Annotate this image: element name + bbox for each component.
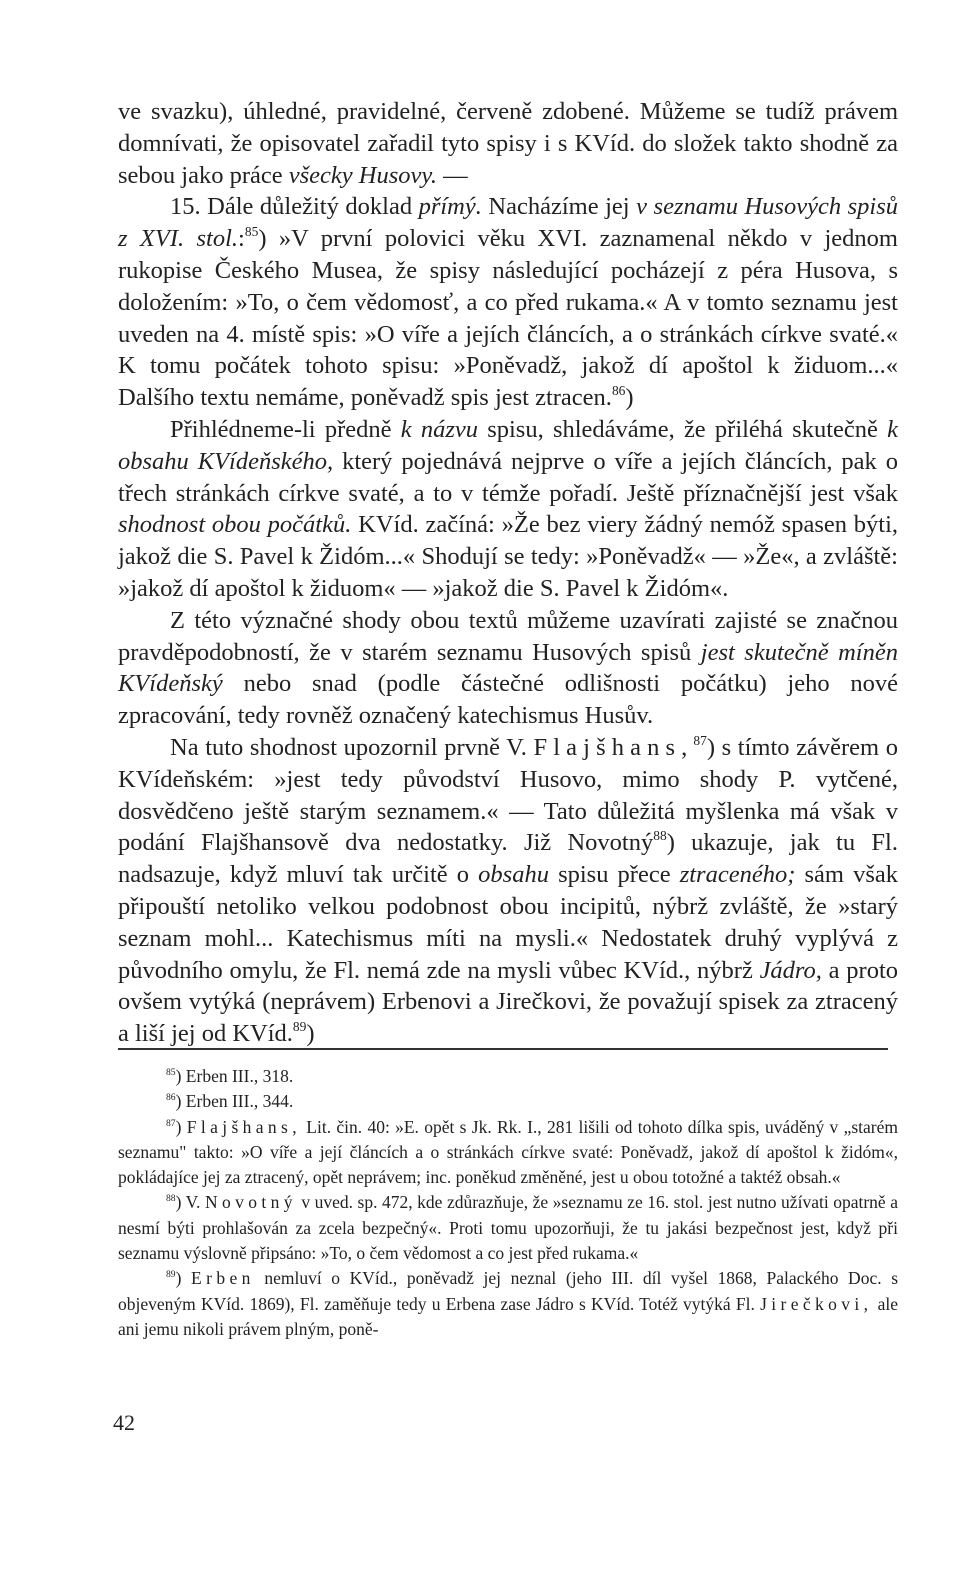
emphasis: přímý. <box>418 193 482 221</box>
emphasis: jest skutečně míněn KVídeňský <box>118 638 898 698</box>
emphasis: k názvu <box>400 415 478 443</box>
paragraph <box>118 732 898 1050</box>
text-run: nebo snad (podle částečné odlišnosti počátku) jeho nové zpracování, tedy rovněž označený katechismus Husův. <box>118 670 898 730</box>
footnote-text: ) V. <box>175 1192 205 1213</box>
footnote-text: ) <box>175 1268 192 1289</box>
text-run: ) <box>306 1020 315 1048</box>
footnote-ref[interactable]: 86 <box>611 383 626 399</box>
footnotes <box>118 1064 898 1342</box>
text-run: Přihlédneme-li předně <box>170 415 401 443</box>
paragraph <box>118 605 898 732</box>
paragraph <box>118 414 898 605</box>
paragraph <box>118 191 898 414</box>
footnote-text: ) Erben III., 318. <box>175 1066 294 1086</box>
emphasis: ztraceného; <box>679 861 796 889</box>
footnote-text: Lit. čin. 40: »E. opět s Jk. Rk. I., 281 lišili od tohoto dílka spis, uváděný v „starém seznamu" takto: »O víře a její článcích a o stránkách církve svaté: Poněvadž, jakož dí apoštol k židóm«, pokládajíce jej za ztracený, opět neprávem; inc. poněkud změněné, jest u obou totožné a taktéž obsah.« <box>118 1116 899 1188</box>
text-run: spisu, shledáváme, že přiléhá skutečně <box>477 415 888 443</box>
text-run: spisu přece <box>548 861 680 889</box>
text-run: ) »V první polovici věku XVI. zaznamenal někdo v jednom rukopise Českého Musea, že spisy následující pocházejí z péra Husova, s doložením: »To, o čem vědomosť, a co před rukama.« A v tomto seznamu jest uveden na 4. místě spis: »O víře a jejích článcích, a o stránkách církve svaté.« K tomu počátek tohoto spisu: »Poněvadž, jakož dí apoštol k židuom...« Dalšího textu nemáme, poněvadž spis jest ztracen. <box>118 225 898 412</box>
footnote-87 <box>118 1115 898 1191</box>
emphasis: Jádro, <box>759 956 822 984</box>
page-number: 42 <box>113 1410 135 1435</box>
text-run: a proto ovšem vytýká (neprávem) Erbenovi a Jirečkovi, že považují spisek za ztracený a liší jej od KVíd. <box>118 956 898 1048</box>
footnote-ref[interactable]: 85 <box>244 224 259 240</box>
emphasis: všecky Husovy. <box>288 161 438 189</box>
footnote-number: 86 <box>166 1092 176 1104</box>
footnote-ref[interactable]: 89 <box>292 1019 307 1035</box>
footnote-number: 87 <box>166 1117 176 1129</box>
emphasis: k obsahu KVídeňského, <box>118 415 898 475</box>
footnote-text: ) <box>175 1116 187 1137</box>
text-run: ) ukazuje, jak tu Fl. nadsazuje, když mluví tak určitě o <box>118 829 898 889</box>
emphasis: v seznamu Husových spisů z XVI. stol. <box>118 193 898 253</box>
text-run: KVíd. začíná: »Že bez viery žádný nemóž spasen býti, jakož die S. Pavel k Židóm...« Shodují se tedy: »Poněvadž« — »Že«, a zvláště: »jakož dí apoštol k židuom« — »jakož die S. Pavel k Židóm«. <box>118 511 899 602</box>
footnote-number: 85 <box>166 1066 176 1078</box>
footnote-88 <box>118 1190 898 1266</box>
author-name: Erben <box>191 1268 255 1289</box>
text-run: — <box>437 161 468 189</box>
footnote-text: ale ani jemu nikoli právem plným, poně- <box>118 1293 898 1339</box>
text-run: 15. Dále důležitý doklad <box>170 193 419 221</box>
main-text <box>118 96 898 1050</box>
text-run: sám však připouští netoliko velkou podobnost obou incipitů, nýbrž zvláště, že »starý seznam mohl... Katechismus míti na mysli.« Nedostatek druhý vyplývá z původního omylu, že Fl. nemá zde na mysli vůbec KVíd., nýbrž <box>118 861 898 984</box>
text-run: Nacházíme jej <box>481 193 637 221</box>
text-run: : <box>238 225 245 253</box>
paragraph <box>118 96 898 191</box>
footnote-text: nemluví o KVíd., poněvadž jej neznal (jeho III. díl vyšel 1868, Palackého Doc. s objeveným KVíd. 1869), Fl. zaměňuje tedy u Erbena zase Jádro s KVíd. Totéž vytýká Fl. <box>118 1268 898 1314</box>
emphasis: shodnost obou počátků. <box>118 511 352 539</box>
author-name: Flajšhans, <box>533 733 694 761</box>
text-run: Na tuto shodnost upozornil prvně V. <box>170 733 534 761</box>
footnote-text: ) Erben III., 344. <box>175 1091 294 1112</box>
footnote-divider <box>118 1048 888 1050</box>
emphasis: obsahu <box>478 861 549 889</box>
footnote-85 <box>118 1064 898 1089</box>
footnote-89 <box>118 1266 898 1342</box>
text-run: ) <box>625 384 634 412</box>
footnote-number: 88 <box>166 1193 176 1205</box>
footnote-ref[interactable]: 88 <box>653 828 667 844</box>
text-run: Z této význačné shody obou textů můžeme uzavírati zajisté se značnou pravděpodobností, že v starém seznamu Husových spisů <box>118 606 898 666</box>
text-run: ve svazku), úhledné, pravidelné, červeně zdobené. Můžeme se tudíž právem domnívati, že opisovatel zařadil tyto spisy i s KVíd. do složek takto shodně za sebou jako práce <box>118 98 898 189</box>
author-name: Novotný <box>204 1192 297 1213</box>
footnote-number: 89 <box>166 1269 176 1281</box>
footnote-text: v uved. sp. 472, kde zdůrazňuje, že »seznamu ze 16. stol. jest nutno užívati opatrně a nesmí býti prohlašován za zcela bezpečný«. Proti tomu upozorňuji, že tu jakási bezpečnost jest, když při seznamu výslovně připsáno: »To, o čem vědomost a co jest před rukama.« <box>118 1192 898 1264</box>
text-run: který pojednává nejprve o víře a jejích článcích, pak o třech stránkách církve svaté, a to v témže pořadí. Ještě příznačnější jest však <box>118 447 898 507</box>
footnote-ref[interactable]: 87 <box>693 732 707 748</box>
author-name: Flajšhans, <box>186 1116 301 1137</box>
footnote-86 <box>118 1089 898 1114</box>
author-name: Jirečkovi, <box>760 1293 873 1314</box>
text-run: ) s tímto závěrem o KVídeňském: »jest tedy původství Husovo, mimo shody P. vytčené, dosvědčeno ještě starým seznamem.« — Tato důležitá myšlenka má však v podání Flajšhansově dva nedostatky. Již Novotný <box>118 733 898 857</box>
